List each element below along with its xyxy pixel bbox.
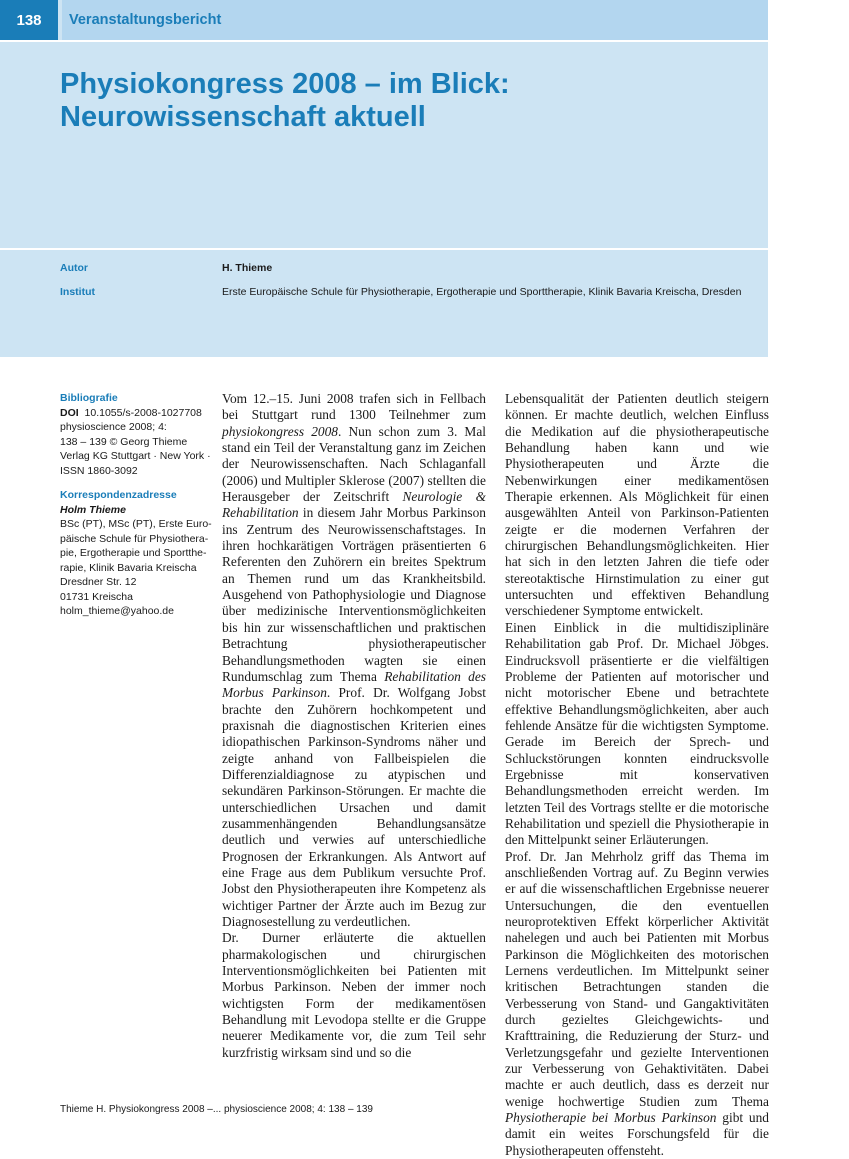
- text-run: gibt und damit ein weites Forschungsfeld für die Physiotherapeuten offensteht.: [505, 1110, 769, 1158]
- correspondence-heading: Korrespondenzadresse: [60, 489, 177, 501]
- emphasis: physiokongress 2008: [222, 423, 338, 439]
- author-label: Autor: [60, 262, 88, 274]
- text-run: Prof. Dr. Jan Mehrholz griff das Thema im anschließenden Vortrag auf. Zu Beginn verwies er auf die wissenschaftlichen Ergebnisse neuerer Untersuchungen, die den eventuellen neuroprotektiven Effekt körperlicher Aktivität nahelegen und auch bei Patienten mit Morbus Parkinson die Möglichkeiten des motorischen Lernens verdeutlichen. Im Mittelpunkt seiner kritischen Betrachtungen standen die Verbesserung von Stand- und Gangaktivitäten durch gezieltes Gleichgewichts- und Krafttraining, die Reduzierung der Sturz- und Verletzungsgefahr und gezielte Interventionen zur Verbesserung von Gehaktivitäten. Dabei machte er auch deutlich, dass es derzeit nur wenige hochwertige Studien zum Thema: [505, 848, 769, 1109]
- emphasis: Physiotherapie bei Morbus Parkinson: [505, 1110, 717, 1126]
- contact-line: BSc (PT), MSc (PT), Erste Euro-: [60, 518, 212, 530]
- text-run: in diesem Jahr Morbus Parkinson ins Zentrum des Neurowissenschaftstages. In ihren hochkarätigen Vorträgen präsentierten 6 Referenten den Zuhörern ein breites Spektrum an Themen rund um das Krankheitsbild. Ausgehend von Pathophysiologie und Diagnose über medizinische Interventionsmöglichkeiten bis hin zur wissenschaftlichen und praktischen Betrachtung physiotherapeutischer Behandlungsmethoden wagten sie einen Rundumschlag zum Thema: [222, 505, 486, 684]
- text-run: . Prof. Dr. Wolfgang Jobst brachte den Zuhörern hochkompetent und praxisnah die diagnostischen Kriterien eines idiopathischen Parkinson-Syndroms näher und zeigte anhand von Fallbeispielen die Differenzialdiagnose zu atypischen und sekundären Parkinson-Störungen. Er machte die unterschiedlichen Ursachen und damit zusammenhängenden Behandlungsansätze deutlich und verwies auf unterschiedliche Prognosen der Erkrankungen. Als Antwort auf eine Frage aus dem Publikum versuchte Prof. Jobst den Physiotherapeuten ihre Kompetenz als wichtiger Partner der Ärzte auch im Bezug zur Diagnosestellung zu verdeutlichen.: [222, 685, 486, 929]
- bib-line: ISSN 1860-3092: [60, 464, 138, 477]
- text-run: Vom 12.–15. Juni 2008 trafen sich in Fellbach bei Stuttgart rund 1300 Teilnehmer zum: [222, 391, 486, 423]
- article-title: Physiokongress 2008 – im Blick: Neurowissenschaft aktuell: [60, 68, 510, 133]
- emphasis: Neurologie & Rehabilitation: [222, 489, 486, 521]
- doi-label: DOI: [60, 406, 79, 419]
- doi-value: 10.1055/s-2008-1027708: [84, 406, 202, 419]
- contact-line: pie, Ergotherapie und Sportthe-: [60, 547, 207, 559]
- contact-email: holm_thieme@yahoo.de: [60, 605, 174, 617]
- institute-label: Institut: [60, 286, 95, 298]
- article-paragraph-1: [222, 391, 486, 930]
- bib-line: 138 – 139 © Georg Thieme: [60, 435, 188, 448]
- header-divider: [0, 40, 768, 42]
- section-label: Veranstaltungsbericht: [62, 0, 768, 40]
- author-name: H. Thieme: [222, 262, 273, 274]
- bib-line: Verlag KG Stuttgart · New York ·: [60, 450, 211, 462]
- institute-name: Erste Europäische Schule für Physiotherapie, Ergotherapie und Sporttherapie, Klinik Bavaria Kreischa, Dresden: [222, 286, 742, 298]
- article-paragraph-4: [505, 849, 769, 1159]
- article-paragraph-2: Dr. Durner erläuterte die aktuellen pharmakologischen und chirurgischen Interventionsmöglichkeiten bei Patienten mit Morbus Parkinson. Neben der immer noch wichtigsten Form der medikamentösen Behandlung mit Levodopa stellte er die Gruppe neuerer Medikamente vor, die zum Teil sehr kurzfristig wirksam sind und so die: [222, 930, 486, 1060]
- emphasis: Rehabilitation des Morbus Parkinson: [222, 668, 486, 701]
- meta-divider: [0, 248, 768, 250]
- contact-line: päische Schule für Physiothera-: [60, 532, 209, 545]
- contact-line: Dresdner Str. 12: [60, 576, 137, 588]
- article-paragraph-2-continued: Lebensqualität der Patienten deutlich steigern können. Er machte deutlich, welchen Einfluss die Medikation auf die physiotherapeutische Behandlung haben kann und wie Physiotherapeuten und Ärzte die Nebenwirkungen einer medikamentösen Therapie erkennen. Als Möglichkeit für einen ausgewählten Anteil von Parkinson-Patienten zeigte er die modernen Verfahren der chirurgischen Behandlungsmöglichkeiten. Hier hat sich in den letzten Jahren die tiefe oder stereotaktische Hirnstimulation zu einer gut untersuchten und effektiven Behandlung verschiedener Symptome entwickelt.: [505, 391, 769, 619]
- page-number: 138: [0, 0, 58, 40]
- page-footer: Thieme H. Physiokongress 2008 –... physioscience 2008; 4: 138 – 139: [60, 1104, 373, 1115]
- doi-line: [60, 406, 210, 421]
- article-column-1: [222, 391, 486, 1061]
- article-paragraph-3: Einen Einblick in die multidisziplinäre Rehabilitation gab Prof. Dr. Michael Jöbges. Eindrucksvoll präsentierte er die vielfältigen Probleme der Patienten auf motorischer und nicht motorischer Ebene und betrachtete effektive Behandlungsmöglichkeiten, aber auch fehlende Ansätze für die wichtigsten Symptome. Gerade im Bereich der Sprech- und Schluckstörungen konnten eindrucksvolle Ergebnisse mit konservativen Behandlungsmethoden erreicht werden. Im letzten Teil des Vortrags stellte er die motorische Rehabilitation und speziell die Physiotherapie in den Mittelpunkt seiner Erläuterungen.: [505, 619, 769, 848]
- contact-name: Holm Thieme: [60, 503, 126, 516]
- bibliography-heading: Bibliografie: [60, 392, 118, 404]
- text-run: . Nun schon zum 3. Mal stand ein Teil der Veranstaltung ganz im Zeichen der Neurowissenschaften. Nach Schlaganfall (2006) und Multipler Sklerose (2007) stellten die Herausgeber der Zeitschrift: [222, 423, 487, 505]
- contact-line: 01731 Kreischa: [60, 590, 133, 603]
- sidebar: [60, 391, 210, 619]
- bib-line: physioscience 2008; 4:: [60, 421, 167, 433]
- header-band: [0, 0, 768, 357]
- contact-line: rapie, Klinik Bavaria Kreischa: [60, 561, 197, 574]
- article-column-2: [505, 391, 769, 1159]
